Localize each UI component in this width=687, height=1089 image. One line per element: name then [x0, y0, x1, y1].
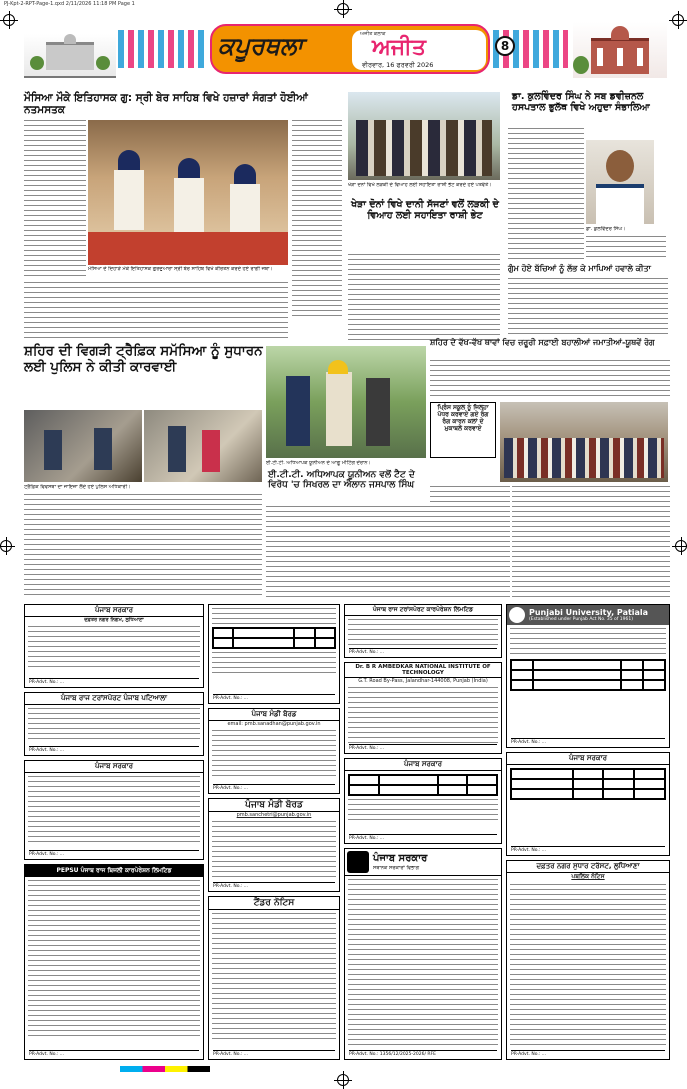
masthead-city: ਕਪੂਰਥਲਾ — [218, 32, 304, 60]
story4-headline: ਗੁੰਮ ਹੋਏ ਬੱਚਿਆਂ ਨੂੰ ਲੱਭ ਕੇ ਮਾਪਿਆਂ ਹਵਾਲੇ ਕੀਤਾ — [508, 264, 651, 273]
page-number-badge — [495, 36, 515, 56]
masthead-pattern-left — [118, 30, 208, 68]
story7-headline: ਈ.ਟੀ.ਟੀ. ਅਧਿਆਪਕ ਯੂਨੀਅਨ ਵਲੋਂ ਟੈਟ ਦੇ ਵਿਰੋਧ 'ਚ ਸਿਖਰਲ ਦਾ ਐਲਾਨ ਜਸਪਾਲ ਸਿੰਘ — [268, 470, 415, 491]
ad-transport-corp-footer: PR-Advt. No.: ... — [349, 648, 497, 655]
ad-punjab-sarkar-3-table — [510, 768, 666, 800]
story8-box-text: ਪ੍ਰਿੰਸ ਸਕੂਲ ਨੂੰ ਜਿਲ੍ਹਾ ਪੱਧਰ ਕਰਵਾਏ ਗਏ ਰੰਗ ਰੰਗ ਕਾਰਨ ਕਲਾਂ ਦੇ ਮੁਕਾਬਲੇ ਕਰਵਾਏ — [437, 404, 489, 432]
story3-text — [508, 128, 584, 260]
story3-headline: ਡਾ. ਕੁਲਵਿੰਦਰ ਸਿੰਘ ਨੇ ਸਬ ਡਵੀਜ਼ਨਲ ਹਸਪਤਾਲ ਭੁਲੱਥ ਵਿਖੇ ਅਹੁਦਾ ਸੰਭਾਲਿਆ — [512, 91, 650, 113]
ad-pspcl — [24, 864, 204, 1060]
registration-mark-top-right — [672, 14, 684, 26]
story3-text-right — [586, 236, 666, 260]
ad-punjab-sarkar-3-title: ਪੰਜਾਬ ਸਰਕਾਰ — [507, 753, 669, 765]
ad-punjabi-university — [506, 604, 670, 748]
ad-punjab-sarkar-2 — [344, 758, 502, 844]
story6-text — [24, 494, 262, 598]
story1-text-col-r1 — [292, 120, 342, 316]
registration-mark-bottom-center — [337, 1074, 349, 1086]
ad-mandi-board-1-footer: PR-Advt. No.: ... — [213, 784, 335, 791]
ad-local-govt-title: ਪੰਜਾਬ ਸਰਕਾਰ — [373, 853, 428, 865]
ad-punjab-sarkar-2-footer: PR-Advt. No.: ... — [349, 834, 497, 841]
story1-caption: ਮੌਸਿਆ ਦੇ ਦਿਹਾੜੇ ਮੌਕੇ ਇਤਿਹਾਸਕ ਗੁਰਦੁਆਰਾ ਸ੍ਰੀ ਬੇਰ ਸਾਹਿਬ ਵਿਖੇ ਕੀਰਤਨ ਕਰਦੇ ਹੋਏ ਰਾਗੀ ਜਥਾ। — [88, 266, 273, 272]
ad-punjabi-university-table — [510, 659, 666, 691]
ad-punjabi-university-footer: PR-Advt. No.: ... — [511, 738, 665, 745]
color-calibration-bar — [120, 1066, 210, 1072]
story8-photo — [500, 402, 668, 482]
story1-headline: ਮੌਸਿਆ ਮੌਕੇ ਇਤਿਹਾਸਕ ਗੁ: ਸ੍ਰੀ ਬੇਰ ਸਾਹਿਬ ਵਿਖੇ ਹਜ਼ਾਰਾਂ ਸੰਗਤਾਂ ਹੋਈਆਂ ਨਤਮਸਤਕ — [24, 92, 308, 117]
ad-transport-corp — [344, 604, 502, 658]
page-number: 8 — [500, 39, 510, 53]
ad-improvement-trust-title: ਦਫ਼ਤਰ ਨਗਰ ਸੁਧਾਰ ਟਰੱਸਟ, ਲੁਧਿਆਣਾ — [507, 861, 669, 873]
ad-punjab-sarkar-1-footer: PR-Advt. No.: ... — [29, 850, 199, 857]
ad-prtc-patiala-footer: PR-Advt. No.: ... — [29, 746, 199, 753]
ad-mandi-board-2-sub: pmb.sanchetri@punjab.gov.in — [236, 812, 312, 818]
ad-pspcl-title: PEPSU ਪੰਜਾਬ ਰਾਜ ਬਿਜਲੀ ਕਾਰਪੋਰੇਸ਼ਨ ਲਿਮਟਿਡ — [25, 865, 203, 877]
story7-caption: ਈ.ਟੀ.ਟੀ. ਅਧਿਆਪਕ ਯੂਨੀਅਨ ਦੇ ਆਗੂ ਮੀਟਿੰਗ ਦੌਰਾਨ। — [266, 460, 371, 466]
story5-headline: ਸ਼ਹਿਰ ਦੇ ਵੱਖ-ਵੱਖ ਥਾਵਾਂ ਵਿਚ ਜ਼ਰੂਰੀ ਸਫ਼ਾਈ ਬਹਾਲੀਆਂ ਜਮਾਤੀਆਂ-ਯੂਥਵੇਂ ਰੋਗ — [430, 338, 655, 347]
ad-mandi-board-2 — [208, 798, 340, 892]
ad-punjabi-university-sub: (Established under Punjab Act No. 35 of 1961) — [529, 617, 634, 622]
ad-ludhiana-mc-sub: ਦਫ਼ਤਰ ਨਗਰ ਨਿਗਮ, ਲੁਧਿਆਣਾ — [84, 617, 144, 623]
registration-mark-top-left — [3, 14, 15, 26]
story1-photo — [88, 120, 288, 265]
ad-local-govt-header — [345, 849, 501, 876]
story2-text — [348, 254, 500, 340]
story6-photo-right — [144, 410, 262, 482]
ad-nit-jalandhar-sub: G.T. Road By-Pass, Jalandhar-144008, Punjab (India) — [358, 678, 488, 684]
ad-prtc-patiala-title: ਪੰਜਾਬ ਰਾਜ ਟਰਾਂਸਪੋਰਟ ਪੰਜਾਬ ਪਟਿਆਲਾ — [25, 693, 203, 705]
story1-text-col1 — [24, 120, 86, 280]
print-meta: PJ-Kpt-2-RPT-Page-1.qxd 2/11/2026 11:18 PM Page 1 — [4, 1, 135, 7]
story6-headline: ਸ਼ਹਿਰ ਦੀ ਵਿਗੜੀ ਟ੍ਰੈਫ਼ਿਕ ਸਮੱਸਿਆ ਨੂੰ ਸੁਧਾਰਨ ਲਈ ਪੁਲਿਸ ਨੇ ਕੀਤੀ ਕਾਰਵਾਈ — [24, 343, 263, 375]
ad-ludhiana-mc — [24, 604, 204, 688]
ad-improvement-trust-footer: PR-Advt. No.: ... — [511, 1050, 665, 1057]
ad-tender-notice-2 — [208, 896, 340, 1060]
ad-nit-jalandhar — [344, 662, 502, 754]
story3-photo — [586, 140, 654, 224]
ad-punjabi-university-title: Punjabi University, Patiala — [529, 608, 649, 617]
ad-improvement-trust-sub: ਪਬਲਿਕ ਨੋਟਿਸ — [571, 873, 605, 880]
story5-text — [430, 360, 670, 400]
masthead-right-illustration — [573, 22, 667, 78]
story1-text-bottom — [24, 282, 288, 340]
ad-tender-notice-1-table — [212, 627, 336, 649]
story8-text — [430, 486, 510, 598]
ad-tender-notice-2-title: ਟੈਂਡਰ ਨੋਟਿਸ — [209, 897, 339, 910]
ad-nit-jalandhar-footer: PR-Advt. No.: ... — [349, 744, 497, 751]
story4-text — [508, 278, 668, 336]
ad-improvement-trust — [506, 860, 670, 1060]
ad-mandi-board-1 — [208, 708, 340, 794]
story7-photo — [266, 346, 426, 458]
story3-caption: ਡਾ. ਕੁਲਵਿੰਦਰ ਸਿੰਘ। — [586, 226, 626, 232]
ad-punjab-sarkar-1-title: ਪੰਜਾਬ ਸਰਕਾਰ — [25, 761, 203, 773]
masthead-left-illustration — [24, 34, 116, 78]
ad-nit-jalandhar-title: Dr. B R AMBEDKAR NATIONAL INSTITUTE OF TECHNOLOGY — [345, 663, 501, 678]
masthead — [18, 14, 669, 80]
ad-pspcl-footer: PR-Advt. No.: ... — [29, 1050, 199, 1057]
ad-punjab-sarkar-2-title: ਪੰਜਾਬ ਸਰਕਾਰ — [345, 759, 501, 771]
ad-ludhiana-mc-title: ਪੰਜਾਬ ਸਰਕਾਰ — [25, 605, 203, 617]
ad-local-govt — [344, 848, 502, 1060]
ad-punjab-sarkar-3 — [506, 752, 670, 856]
ad-tender-notice-2-footer: PR-Advt. No.: ... — [213, 1050, 335, 1057]
ad-punjab-sarkar-3-footer: PR-Advt. No.: ... — [511, 846, 665, 853]
story2-caption: ਖੇੜਾ ਦੋਨਾਂ ਵਿਖੇ ਲੜਕੀ ਦੇ ਵਿਆਹ ਲਈ ਸਹਾਇਤਾ ਰਾਸ਼ੀ ਭੇਟ ਕਰਦੇ ਹੋਏ ਪਤਵੰਤੇ। — [348, 182, 492, 188]
story2-headline: ਖੇੜਾ ਦੋਨਾਂ ਵਿਖੇ ਦਾਨੀ ਸੱਜਣਾਂ ਵਲੋਂ ਲੜਕੀ ਦੇ ਵਿਆਹ ਲਈ ਸਹਾਇਤਾ ਰਾਸ਼ੀ ਭੇਟ — [351, 199, 499, 221]
ad-mandi-board-1-title: ਪੰਜਾਬ ਮੰਡੀ ਬੋਰਡ — [209, 709, 339, 721]
masthead-paper: ਅਜੀਤ — [372, 35, 426, 60]
masthead-paper-box — [352, 30, 486, 70]
ad-punjab-sarkar-1 — [24, 760, 204, 860]
story6-caption: ਟ੍ਰੈਫ਼ਿਕ ਵਿਵਸਥਾ ਦਾ ਜਾਇਜ਼ਾ ਲੈਂਦੇ ਹੋਏ ਪੁਲਿਸ ਅਧਿਕਾਰੀ। — [24, 484, 131, 490]
ad-prtc-patiala — [24, 692, 204, 756]
ad-mandi-board-2-title: ਪੰਜਾਬ ਮੰਡੀ ਬੋਰਡ — [209, 799, 339, 812]
story8-box — [430, 402, 496, 458]
registration-mark-left-mid — [0, 540, 12, 552]
ad-transport-corp-title: ਪੰਜਾਬ ਰਾਜ ਟਰਾਂਸਪੋਰਟ ਕਾਰਪੋਰੇਸ਼ਨ ਲਿਮਟਿਡ — [345, 605, 501, 616]
masthead-date: ਵੀਰਵਾਰ, 16 ਫਰਵਰੀ 2026 — [362, 61, 434, 69]
ad-punjab-sarkar-2-table — [348, 774, 498, 796]
ad-tender-notice-1-footer: PR-Advt. No.: ... — [213, 694, 335, 701]
registration-mark-right-mid — [675, 540, 687, 552]
ad-local-govt-sub: ਸਥਾਨਕ ਸਰਕਾਰਾਂ ਵਿਭਾਗ — [373, 864, 420, 871]
masthead-tag: ਅਜੀਤ ਕਲਾਕ — [360, 31, 386, 37]
masthead-banner — [210, 24, 490, 74]
ad-punjabi-university-header — [507, 605, 669, 625]
punjab-emblem-icon — [347, 851, 369, 873]
story6-photo-left — [24, 410, 142, 482]
ad-local-govt-footer: PR-Advt. No.: 1356/12/2025-2026/ RFE — [349, 1050, 497, 1057]
ad-mandi-board-2-footer: PR-Advt. No.: ... — [213, 882, 335, 889]
university-logo-icon — [509, 607, 525, 623]
story2-photo — [348, 92, 500, 180]
ad-mandi-board-1-sub: email: pmb.sanadhan@punjab.gov.in — [227, 721, 321, 727]
ad-tender-notice-1 — [208, 604, 340, 704]
story8-text-right — [512, 486, 670, 598]
ad-ludhiana-mc-footer: PR-Advt. No.: ... — [29, 678, 199, 685]
